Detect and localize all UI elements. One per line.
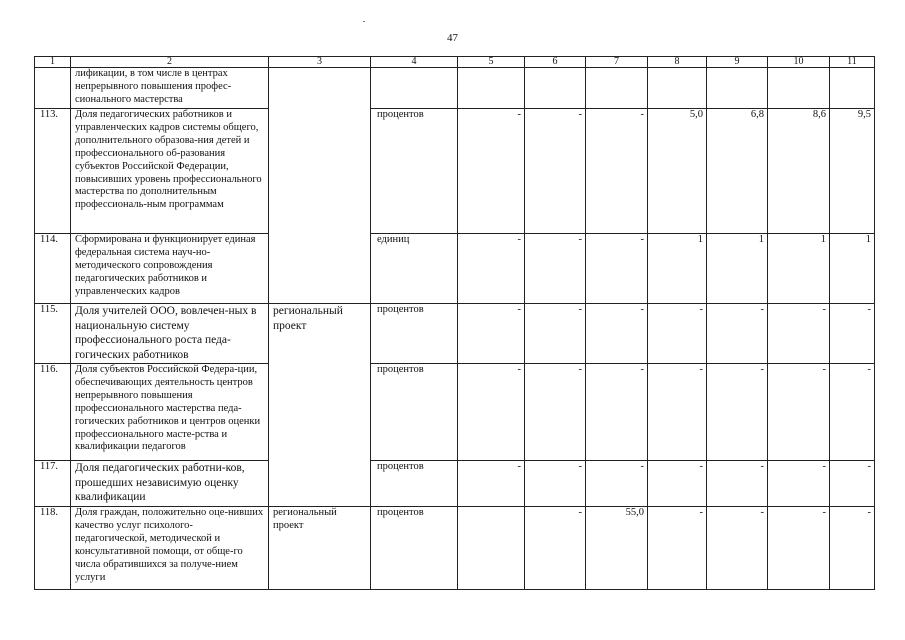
value-cell: - [648, 304, 707, 364]
value-cell: - [830, 304, 875, 364]
value-cell [525, 68, 586, 109]
row-index: 115. [35, 304, 71, 364]
unit-cell: процентов [371, 364, 458, 461]
project-cell [269, 68, 371, 304]
value-cell: - [458, 364, 525, 461]
value-cell: - [648, 461, 707, 507]
value-cell [458, 68, 525, 109]
scan-speck [363, 21, 365, 22]
value-cell: - [525, 364, 586, 461]
value-cell: - [648, 507, 707, 590]
table-row [35, 507, 875, 590]
value-cell: 55,0 [586, 507, 648, 590]
header-cell: 1 [35, 57, 71, 68]
row-index: 116. [35, 364, 71, 461]
value-cell: - [768, 304, 830, 364]
value-cell: - [525, 507, 586, 590]
value-cell [707, 68, 768, 109]
value-cell [586, 68, 648, 109]
page-number: 47 [447, 32, 458, 44]
value-cell: - [586, 304, 648, 364]
value-cell [458, 507, 525, 590]
row-index: 113. [35, 109, 71, 234]
value-cell: - [768, 364, 830, 461]
value-cell: - [525, 461, 586, 507]
project-cell: региональный проект [269, 507, 371, 590]
value-cell: - [707, 461, 768, 507]
value-cell: - [586, 364, 648, 461]
row-index: 118. [35, 507, 71, 590]
value-cell: - [525, 304, 586, 364]
value-cell: 9,5 [830, 109, 875, 234]
value-cell: - [525, 109, 586, 234]
indicator-text: Сформирована и функционирует единая федеральная система науч-но-методического сопровождения педагогических работников и управленческих кадров [71, 234, 269, 304]
table-row [35, 109, 875, 234]
indicators-table [34, 56, 875, 590]
value-cell: - [458, 461, 525, 507]
header-cell: 3 [269, 57, 371, 68]
value-cell: 1 [707, 234, 768, 304]
value-cell: - [586, 234, 648, 304]
header-cell: 7 [586, 57, 648, 68]
value-cell: - [830, 364, 875, 461]
table-row [35, 364, 875, 461]
value-cell: - [525, 234, 586, 304]
unit-cell: процентов [371, 507, 458, 590]
unit-cell: процентов [371, 109, 458, 234]
value-cell: 1 [830, 234, 875, 304]
unit-cell: единиц [371, 234, 458, 304]
value-cell: - [586, 109, 648, 234]
value-cell: 6,8 [707, 109, 768, 234]
header-cell: 11 [830, 57, 875, 68]
value-cell: - [458, 109, 525, 234]
value-cell: - [648, 364, 707, 461]
table-row [35, 461, 875, 507]
table-row [35, 68, 875, 109]
value-cell: 5,0 [648, 109, 707, 234]
indicator-text: лификации, в том числе в центрах непрерывного повышения профес-сионального мастерства [71, 68, 269, 109]
header-cell: 5 [458, 57, 525, 68]
indicator-text: Доля педагогических работников и управленческих кадров системы общего, дополнительного образова-ния детей и профессионального об-разования субъектов Российской Федерации, повысивших уровень профессионального мастерства по дополнительным профессиональ-ным программам [71, 109, 269, 234]
header-cell: 10 [768, 57, 830, 68]
value-cell: - [768, 507, 830, 590]
value-cell: - [707, 364, 768, 461]
indicator-text: Доля субъектов Российской Федера-ции, обеспечивающих деятельность центров непрерывного повышения профессионального мастерства педа-гогических работников и центров оценки профессионального масте-рства и квалификации педагогов [71, 364, 269, 461]
unit-cell: процентов [371, 304, 458, 364]
table-row [35, 234, 875, 304]
value-cell: - [707, 304, 768, 364]
table-row [35, 304, 875, 364]
indicator-text: Доля граждан, положительно оце-нивших качество услуг психолого-педагогической, методической и консультативной помощи, от обще-го числа обратившихся за получе-нием услуги [71, 507, 269, 590]
value-cell [648, 68, 707, 109]
value-cell: - [458, 234, 525, 304]
header-cell: 2 [71, 57, 269, 68]
unit-cell: процентов [371, 461, 458, 507]
row-index: 117. [35, 461, 71, 507]
value-cell: 8,6 [768, 109, 830, 234]
row-index: 114. [35, 234, 71, 304]
project-cell: региональный проект [269, 304, 371, 507]
row-index [35, 68, 71, 109]
header-cell: 4 [371, 57, 458, 68]
value-cell: - [586, 461, 648, 507]
value-cell: - [830, 507, 875, 590]
table-header-row [35, 57, 875, 68]
value-cell: 1 [768, 234, 830, 304]
value-cell [768, 68, 830, 109]
header-cell: 9 [707, 57, 768, 68]
value-cell: - [458, 304, 525, 364]
header-cell: 6 [525, 57, 586, 68]
header-cell: 8 [648, 57, 707, 68]
indicator-text: Доля педагогических работни-ков, прошедших независимую оценку квалификации [71, 461, 269, 507]
indicator-text: Доля учителей ООО, вовлечен-ных в национальную систему профессионального роста педа-гогических работников [71, 304, 269, 364]
value-cell: - [707, 507, 768, 590]
unit-cell [371, 68, 458, 109]
value-cell: 1 [648, 234, 707, 304]
value-cell: - [768, 461, 830, 507]
value-cell [830, 68, 875, 109]
value-cell: - [830, 461, 875, 507]
